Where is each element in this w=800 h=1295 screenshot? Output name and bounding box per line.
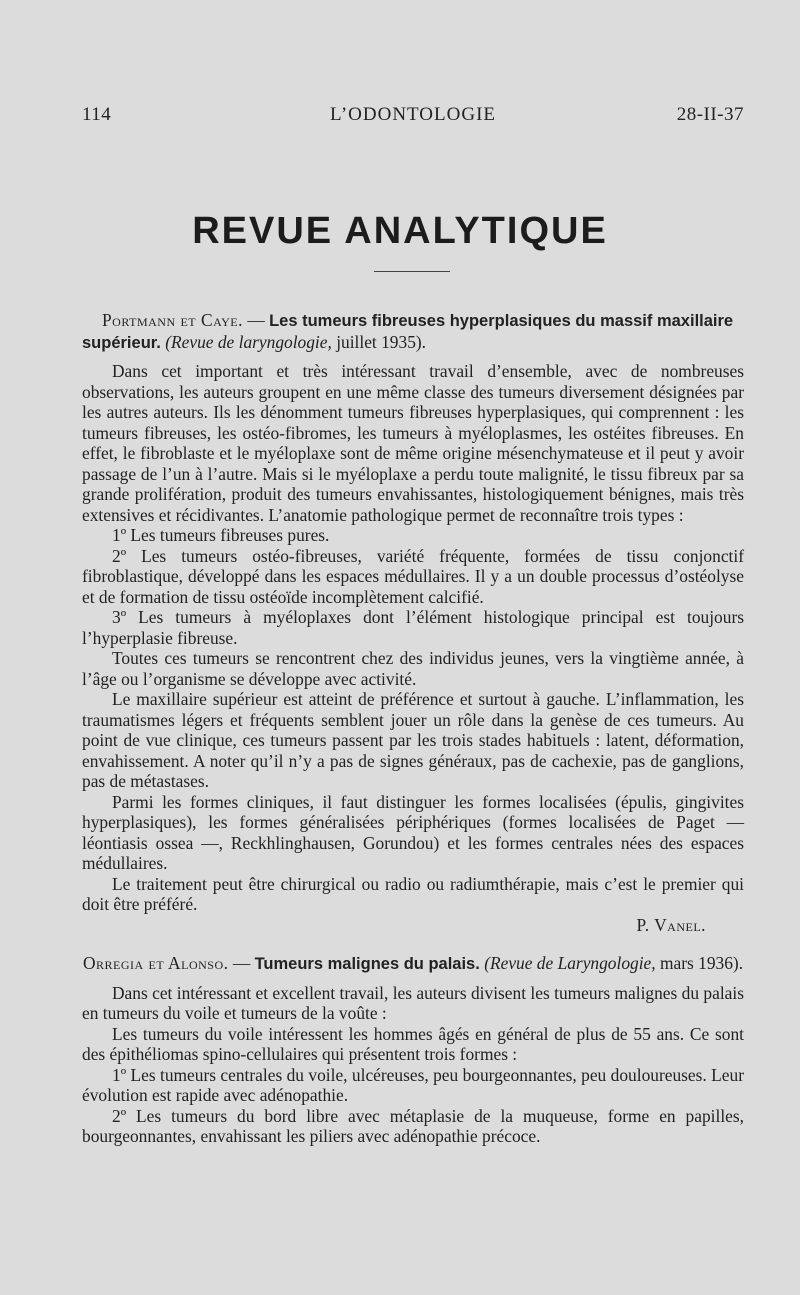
paragraph: Dans cet intéressant et excellent travail, les auteurs divisent les tumeurs malignes du palais en tumeurs du voile et tumeurs de la voûte : [82,982,744,1023]
article-heading [82,953,744,975]
paragraph: 2º Les tumeurs ostéo-fibreuses, variété fréquente, formées de tissu conjonctif fibroblastique, développé dans les espaces médullaires. Il y a un double processus d’ostéolyse et de formation de tissu ostéoïde incomplètement calcifié. [82,545,744,607]
page-number: 114 [82,104,112,125]
article-date: juillet 1935). [331,331,427,352]
article-title: Les tumeurs fibreuses hyperplasiques du massif maxillaire supérieur. [82,312,734,352]
article-body [82,310,744,1147]
paragraph: 1º Les tumeurs fibreuses pures. [112,525,330,545]
section-title: REVUE ANALYTIQUE [192,210,608,252]
issue-date: 28-II-37 [676,104,744,125]
title-rule [374,271,450,272]
paragraph: Le maxillaire supérieur est atteint de préférence et surtout à gauche. L’inflammation, les traumatismes légers et fréquents semblent jouer un rôle dans la genèse de ces tumeurs. Au point de vue clinique, ces tumeurs passent par les trois stades habituels : latent, déformation, envahissement. A noter qu’il n’y a pas de signes généraux, pas de cachexie, pas de ganglions, pas de métastases. [82,689,744,791]
signature-line [82,915,744,936]
article-authors: Orregia et Alonso. [82,953,229,973]
journal-name: L’ODONTOLOGIE [329,104,497,125]
paragraph: 2º Les tumeurs du bord libre avec métaplasie de la muqueuse, forme en papilles, bourgeonnantes, envahissant les piliers avec adénopathie précoce. [82,1105,744,1146]
article-date: mars 1936). [655,953,744,973]
running-head [82,104,744,130]
paragraph: Toutes ces tumeurs se rencontrent chez des individus jeunes, vers la vingtième année, à l’âge ou l’organisme se développe avec activité. [82,648,744,689]
heading-dash: — [242,310,270,330]
paragraph: Parmi les formes cliniques, il faut distinguer les formes localisées (épulis, gingivites hyperplasiques), les formes généralisées périphériques (formes localisées de Paget — léontiasis ossea —, Reckhlinghausen, Gorundou) et les formes centrales nées des espaces médullaires. [82,791,744,873]
article-heading [82,310,744,353]
paragraph: Le traitement peut être chirurgical ou radio ou radiumthérapie, mais c’est le premier qui doit être préféré. [82,873,744,914]
paragraph: Dans cet important et très intéressant travail d’ensemble, avec de nombreuses observations, les auteurs groupent en une même classe des tumeurs diversement désignées par les autres auteurs. Ils les dénomment tumeurs fibreuses hyperplasiques, qui comprennent : les tumeurs fibreuses, les ostéo-fibromes, les tumeurs à myéloplasmes, les ostéites fibreuses. En effet, le fibroblaste et le myéloplaxe sont de même origine mésenchymateuse et il peut y avoir passage de l’un à l’autre. Mais si le myéloplaxe a perdu toute malignité, le tissu fibreux par sa grande prolifération, produit des tumeurs envahissantes, histologiquement bénignes, mais très extensives et récidivantes. L’anatomie pathologique permet de reconnaître trois types : [82,361,744,525]
article-journal: (Revue de Laryngologie, [484,953,656,973]
article-journal: (Revue de laryngologie, [165,331,332,352]
paragraph: Les tumeurs du voile intéressent les hommes âgés en général de plus de 55 ans. Ce sont des épithéliomas spino-cellulaires qui présentent trois formes : [82,1023,744,1064]
paragraph: 3º Les tumeurs à myéloplaxes dont l’élément histologique principal est toujours l’hyperplasie fibreuse. [82,607,744,648]
paragraph: 1º Les tumeurs centrales du voile, ulcéreuses, peu bourgeonnantes, peu douloureuses. Leur évolution est rapide avec adénopathie. [82,1064,744,1105]
heading-dash: — [228,953,255,973]
article-authors: Portmann et Caye. [102,310,243,330]
signature: P. Vanel. [636,914,706,935]
article-title: Tumeurs malignes du palais. [254,955,480,973]
